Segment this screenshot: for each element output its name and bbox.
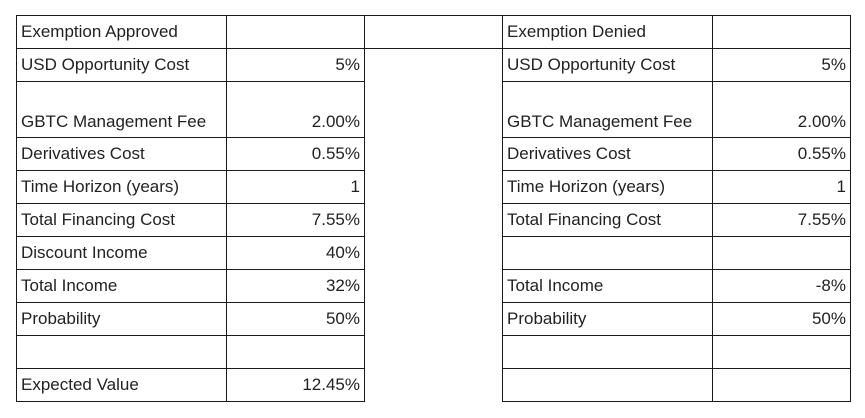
table-row <box>17 336 851 369</box>
cell-empty[interactable] <box>365 82 503 138</box>
denied-value[interactable]: 2.00% <box>713 82 851 138</box>
approved-value[interactable]: 7.55% <box>227 204 365 237</box>
approved-label[interactable]: Total Income <box>17 270 227 303</box>
denied-value[interactable] <box>713 369 851 402</box>
denied-label[interactable]: Total Financing Cost <box>503 204 713 237</box>
table-row <box>17 49 851 82</box>
table-row <box>17 204 851 237</box>
denied-title[interactable]: Exemption Denied <box>503 16 713 49</box>
approved-value[interactable]: 40% <box>227 237 365 270</box>
denied-label[interactable]: Probability <box>503 303 713 336</box>
approved-value[interactable]: 5% <box>227 49 365 82</box>
cell-empty[interactable] <box>365 171 503 204</box>
denied-label[interactable]: USD Opportunity Cost <box>503 49 713 82</box>
denied-label[interactable]: GBTC Management Fee <box>503 82 713 138</box>
denied-value[interactable]: 0.55% <box>713 138 851 171</box>
denied-label[interactable]: Derivatives Cost <box>503 138 713 171</box>
denied-label[interactable] <box>503 237 713 270</box>
table-row <box>17 369 851 402</box>
denied-value[interactable]: 50% <box>713 303 851 336</box>
cell-empty[interactable] <box>365 49 503 82</box>
table-row <box>17 82 851 138</box>
approved-label[interactable]: Discount Income <box>17 237 227 270</box>
cell-empty[interactable] <box>365 270 503 303</box>
approved-label[interactable]: Derivatives Cost <box>17 138 227 171</box>
denied-label[interactable] <box>503 369 713 402</box>
cell-empty[interactable] <box>365 237 503 270</box>
approved-value[interactable]: 50% <box>227 303 365 336</box>
table-row <box>17 171 851 204</box>
approved-label[interactable]: Time Horizon (years) <box>17 171 227 204</box>
cell-empty[interactable] <box>227 16 365 49</box>
denied-value[interactable]: 5% <box>713 49 851 82</box>
approved-value[interactable]: 12.45% <box>227 369 365 402</box>
cell-empty[interactable] <box>365 16 503 49</box>
table-row <box>17 303 851 336</box>
approved-title[interactable]: Exemption Approved <box>17 16 227 49</box>
approved-label[interactable]: Expected Value <box>17 369 227 402</box>
cell-empty[interactable] <box>365 369 503 402</box>
approved-label[interactable]: Probability <box>17 303 227 336</box>
approved-value[interactable]: 2.00% <box>227 82 365 138</box>
cell-empty[interactable] <box>365 336 503 369</box>
cell-empty[interactable] <box>365 204 503 237</box>
approved-value[interactable]: 1 <box>227 171 365 204</box>
denied-value[interactable] <box>713 336 851 369</box>
denied-value[interactable]: 1 <box>713 171 851 204</box>
spreadsheet-table <box>16 15 851 402</box>
cell-empty[interactable] <box>365 303 503 336</box>
approved-value[interactable] <box>227 336 365 369</box>
approved-label[interactable]: Total Financing Cost <box>17 204 227 237</box>
table-row <box>17 237 851 270</box>
cell-empty[interactable] <box>365 138 503 171</box>
denied-label[interactable]: Time Horizon (years) <box>503 171 713 204</box>
denied-label[interactable] <box>503 336 713 369</box>
approved-value[interactable]: 32% <box>227 270 365 303</box>
denied-value[interactable]: -8% <box>713 270 851 303</box>
cell-empty[interactable] <box>713 16 851 49</box>
approved-value[interactable]: 0.55% <box>227 138 365 171</box>
denied-value[interactable] <box>713 237 851 270</box>
approved-label[interactable] <box>17 336 227 369</box>
table-row <box>17 138 851 171</box>
approved-label[interactable]: USD Opportunity Cost <box>17 49 227 82</box>
table-row <box>17 270 851 303</box>
table-row <box>17 16 851 49</box>
denied-label[interactable]: Total Income <box>503 270 713 303</box>
denied-value[interactable]: 7.55% <box>713 204 851 237</box>
approved-label[interactable]: GBTC Management Fee <box>17 82 227 138</box>
